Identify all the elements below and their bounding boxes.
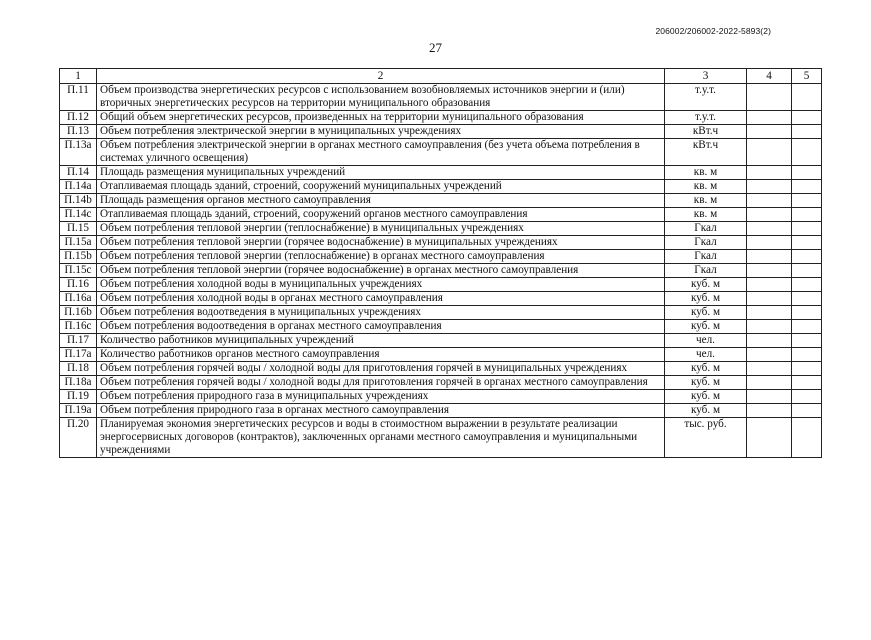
row-name: Объем потребления природного газа в органах местного самоуправления [97,404,665,418]
row-value-5 [792,292,822,306]
row-unit: кв. м [665,208,747,222]
table-row [60,376,822,390]
row-code: П.15 [60,222,97,236]
row-unit: куб. м [665,292,747,306]
row-name: Площадь размещения органов местного самоуправления [97,194,665,208]
row-value-4 [747,278,792,292]
row-value-5 [792,264,822,278]
row-code: П.19 [60,390,97,404]
row-name: Объем потребления тепловой энергии (теплоснабжение) в органах местного самоуправления [97,250,665,264]
row-value-4 [747,139,792,166]
document-id: 206002/206002-2022-5893(2) [655,26,771,36]
table-row [60,125,822,139]
row-code: П.16с [60,320,97,334]
row-value-4 [747,376,792,390]
row-name: Количество работников муниципальных учреждений [97,334,665,348]
row-unit: куб. м [665,306,747,320]
row-value-5 [792,125,822,139]
row-unit: т.у.т. [665,84,747,111]
table-row [60,194,822,208]
row-code: П.15а [60,236,97,250]
row-unit: Гкал [665,222,747,236]
row-value-5 [792,348,822,362]
row-value-4 [747,166,792,180]
row-value-5 [792,418,822,458]
row-code: П.17 [60,334,97,348]
row-value-4 [747,236,792,250]
row-value-4 [747,208,792,222]
header-col-3: 3 [665,69,747,84]
row-value-4 [747,125,792,139]
row-value-5 [792,250,822,264]
row-value-5 [792,278,822,292]
table-row [60,84,822,111]
table-row [60,278,822,292]
table-row [60,306,822,320]
row-value-5 [792,362,822,376]
row-value-5 [792,111,822,125]
row-value-5 [792,404,822,418]
row-code: П.17а [60,348,97,362]
row-code: П.18а [60,376,97,390]
table-row [60,236,822,250]
table-row [60,320,822,334]
row-name: Отапливаемая площадь зданий, строений, сооружений органов местного самоуправления [97,208,665,222]
table-header-row [60,69,822,84]
row-value-5 [792,376,822,390]
row-name: Объем потребления электрической энергии в органах местного самоуправления (без учета объема потребления в системах уличного освещения) [97,139,665,166]
row-code: П.14с [60,208,97,222]
row-value-4 [747,390,792,404]
row-code: П.16b [60,306,97,320]
row-name: Объем потребления холодной воды в органах местного самоуправления [97,292,665,306]
row-name: Объем потребления водоотведения в органах местного самоуправления [97,320,665,334]
row-value-5 [792,194,822,208]
row-code: П.11 [60,84,97,111]
row-unit: кв. м [665,194,747,208]
row-unit: кВт.ч [665,139,747,166]
row-name: Планируемая экономия энергетических ресурсов и воды в стоимостном выражении в результате реализации энергосервисных договоров (контрактов), заключенных органами местного самоуправления и муниципальными учреждениями [97,418,665,458]
row-unit: куб. м [665,390,747,404]
row-code: П.19а [60,404,97,418]
table-row [60,208,822,222]
row-name: Объем потребления холодной воды в муниципальных учреждениях [97,278,665,292]
table-row [60,111,822,125]
row-value-4 [747,334,792,348]
row-value-4 [747,320,792,334]
row-code: П.13 [60,125,97,139]
table-row [60,334,822,348]
header-col-2: 2 [97,69,665,84]
row-unit: чел. [665,348,747,362]
row-code: П.13а [60,139,97,166]
row-unit: куб. м [665,320,747,334]
row-value-5 [792,208,822,222]
indicators-table [59,68,822,458]
row-value-5 [792,222,822,236]
table-row [60,362,822,376]
row-unit: чел. [665,334,747,348]
row-unit: куб. м [665,376,747,390]
row-value-4 [747,264,792,278]
row-value-4 [747,418,792,458]
row-value-4 [747,292,792,306]
row-unit: кв. м [665,180,747,194]
row-code: П.14а [60,180,97,194]
table-row [60,166,822,180]
row-value-4 [747,111,792,125]
row-name: Объем потребления тепловой энергии (горячее водоснабжение) в органах местного самоуправления [97,264,665,278]
row-value-4 [747,180,792,194]
row-value-4 [747,404,792,418]
header-col-5: 5 [792,69,822,84]
header-col-1: 1 [60,69,97,84]
row-name: Площадь размещения муниципальных учреждений [97,166,665,180]
table-row [60,418,822,458]
row-unit: куб. м [665,404,747,418]
table-row [60,390,822,404]
row-value-4 [747,250,792,264]
table-row [60,264,822,278]
row-unit: Гкал [665,250,747,264]
row-name: Количество работников органов местного самоуправления [97,348,665,362]
row-value-4 [747,84,792,111]
table-row [60,139,822,166]
row-value-5 [792,139,822,166]
row-value-5 [792,84,822,111]
row-code: П.20 [60,418,97,458]
row-name: Объем потребления водоотведения в муниципальных учреждениях [97,306,665,320]
page-number: 27 [429,40,442,55]
row-code: П.18 [60,362,97,376]
row-value-5 [792,236,822,250]
row-value-5 [792,334,822,348]
row-code: П.12 [60,111,97,125]
row-code: П.15b [60,250,97,264]
row-unit: куб. м [665,362,747,376]
row-unit: куб. м [665,278,747,292]
row-value-5 [792,320,822,334]
table-row [60,222,822,236]
row-name: Объем потребления горячей воды / холодной воды для приготовления горячей в муниципальных учреждениях [97,362,665,376]
row-name: Объем производства энергетических ресурсов с использованием возобновляемых источников энергии и (или) вторичных энергетических ресурсов на территории муниципального образования [97,84,665,111]
table-row [60,250,822,264]
row-name: Объем потребления тепловой энергии (теплоснабжение) в муниципальных учреждениях [97,222,665,236]
row-value-4 [747,222,792,236]
row-name: Объем потребления электрической энергии в муниципальных учреждениях [97,125,665,139]
row-value-4 [747,194,792,208]
row-code: П.16а [60,292,97,306]
row-value-4 [747,362,792,376]
row-code: П.14 [60,166,97,180]
row-unit: кв. м [665,166,747,180]
row-value-5 [792,166,822,180]
row-name: Отапливаемая площадь зданий, строений, сооружений муниципальных учреждений [97,180,665,194]
row-name: Объем потребления горячей воды / холодной воды для приготовления горячей в органах местного самоуправления [97,376,665,390]
row-unit: Гкал [665,236,747,250]
table-row [60,348,822,362]
table-row [60,180,822,194]
row-value-5 [792,306,822,320]
header-col-4: 4 [747,69,792,84]
row-value-5 [792,390,822,404]
row-name: Объем потребления природного газа в муниципальных учреждениях [97,390,665,404]
row-name: Общий объем энергетических ресурсов, произведенных на территории муниципального образования [97,111,665,125]
row-value-4 [747,348,792,362]
row-unit: Гкал [665,264,747,278]
table-row [60,292,822,306]
row-unit: т.у.т. [665,111,747,125]
table-row [60,404,822,418]
row-code: П.16 [60,278,97,292]
row-code: П.15с [60,264,97,278]
row-unit: тыс. руб. [665,418,747,458]
row-name: Объем потребления тепловой энергии (горячее водоснабжение) в муниципальных учреждениях [97,236,665,250]
row-value-4 [747,306,792,320]
row-value-5 [792,180,822,194]
row-code: П.14b [60,194,97,208]
row-unit: кВт.ч [665,125,747,139]
